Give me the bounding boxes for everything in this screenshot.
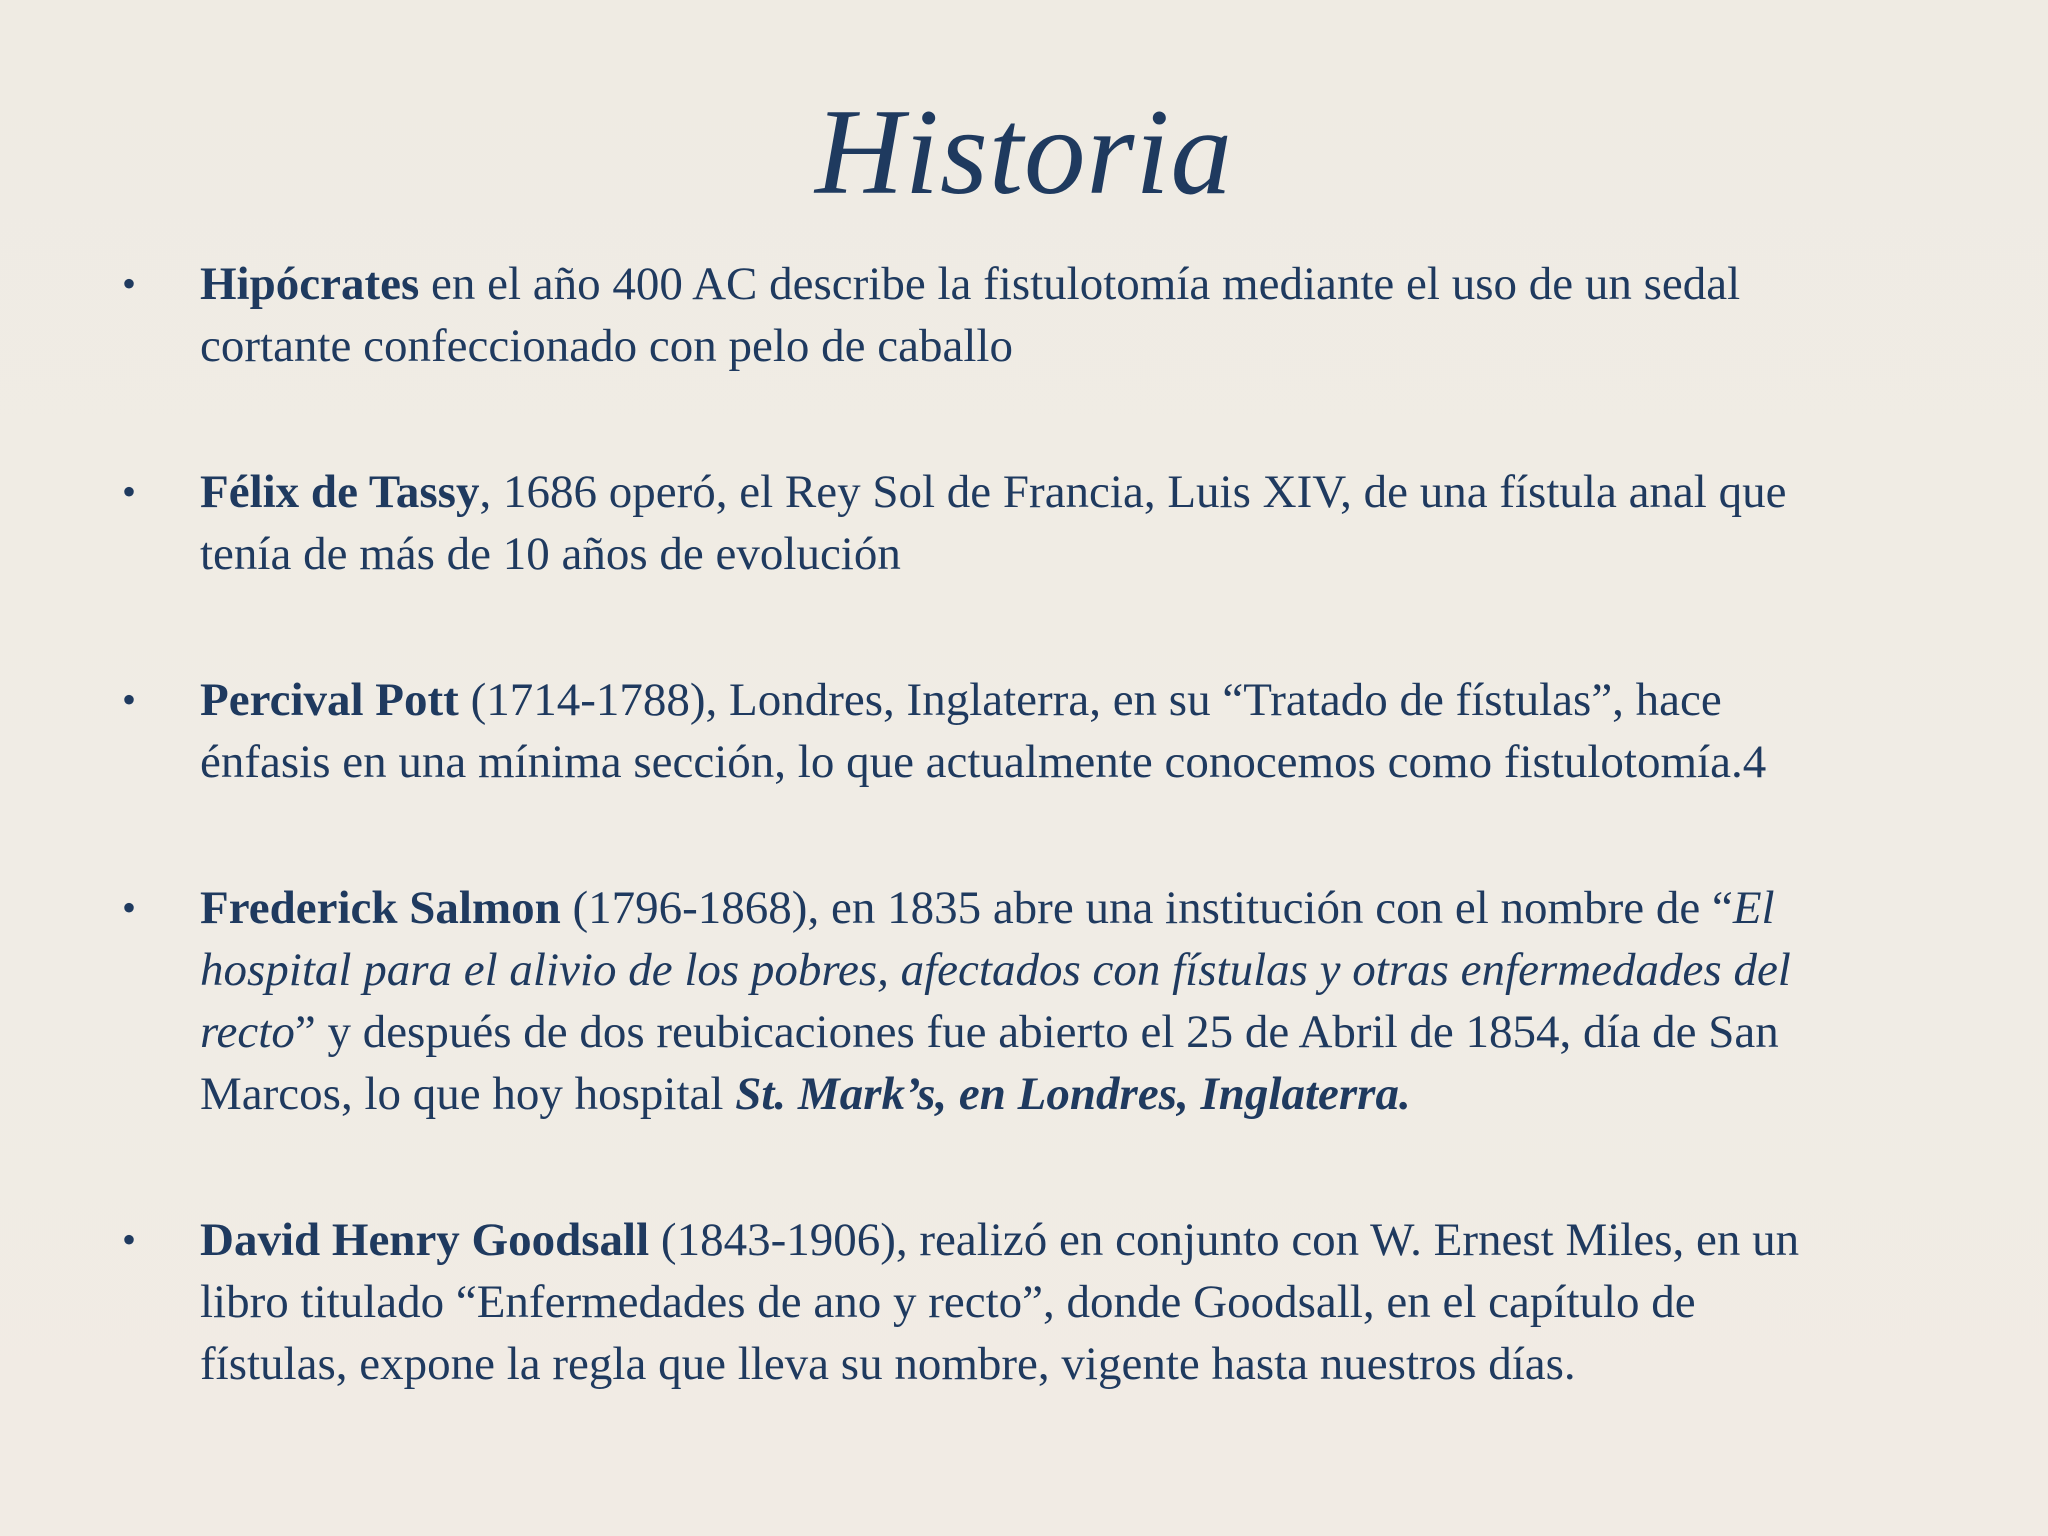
italic-text-run: El: [1732, 882, 1775, 934]
bullet-icon: •: [122, 1217, 137, 1262]
text-line: [200, 461, 1975, 523]
text-run: fístulas, expone la regla que lleva su nombre, vigente hasta nuestros días.: [200, 1338, 1576, 1390]
text-run: cortante confeccionado con pelo de caballo: [200, 320, 1013, 372]
text-line: [200, 253, 1975, 315]
text-line: [200, 731, 1975, 793]
bolditalic-text-run: St. Mark’s, en Londres, Inglaterra.: [735, 1068, 1411, 1120]
text-run: (1796-1868), en 1835 abre una institución con el nombre de “: [560, 882, 1733, 934]
text-line: [200, 1063, 1975, 1125]
bullet-icon: •: [122, 885, 137, 930]
text-line: [200, 523, 1975, 585]
bullet-icon: •: [122, 469, 137, 514]
italic-text-run: recto: [200, 1006, 295, 1058]
bullet-text: [200, 877, 1975, 1125]
text-line: [200, 1001, 1975, 1063]
bold-text-run: Frederick Salmon: [200, 882, 561, 934]
text-run: en el año 400 AC describe la fistulotomía mediante el uso de un sedal: [419, 258, 1741, 310]
bullet-icon: •: [122, 261, 137, 306]
text-run: tenía de más de 10 años de evolución: [200, 528, 901, 580]
text-run: , 1686 operó, el Rey Sol de Francia, Luis XIV, de una fístula anal que: [479, 466, 1787, 518]
text-run: libro titulado “Enfermedades de ano y recto”, donde Goodsall, en el capítulo de: [200, 1276, 1696, 1328]
text-line: [200, 1209, 1975, 1271]
bold-text-run: David Henry Goodsall: [200, 1214, 650, 1266]
text-line: [200, 877, 1975, 939]
bold-text-run: Hipócrates: [200, 258, 420, 310]
italic-text-run: hospital para el alivio de los pobres, afectados con fístulas y otras enfermedades del: [200, 944, 1791, 996]
text-run: (1843-1906), realizó en conjunto con W. Ernest Miles, en un: [649, 1214, 1800, 1266]
text-run: ” y después de dos reubicaciones fue abierto el 25 de Abril de 1854, día de San: [294, 1006, 1779, 1058]
text-line: [200, 315, 1975, 377]
bullet-icon: •: [122, 677, 137, 722]
bold-text-run: Percival Pott: [200, 674, 459, 726]
text-run: Marcos, lo que hoy hospital: [200, 1068, 736, 1120]
bold-text-run: Félix de Tassy: [200, 466, 480, 518]
bullet-text: [200, 461, 1975, 585]
text-run: (1714-1788), Londres, Inglaterra, en su “Tratado de fístulas”, hace: [458, 674, 1722, 726]
text-run: énfasis en una mínima sección, lo que actualmente conocemos como fistulotomía.4: [200, 736, 1767, 788]
text-line: [200, 939, 1975, 1001]
slide-title: Historia: [814, 83, 1234, 220]
text-line: [200, 669, 1975, 731]
bullet-text: [200, 253, 1975, 377]
text-line: [200, 1271, 1975, 1333]
bullet-text: [200, 1209, 1975, 1395]
text-line: [200, 1333, 1975, 1395]
bullet-text: [200, 669, 1975, 793]
